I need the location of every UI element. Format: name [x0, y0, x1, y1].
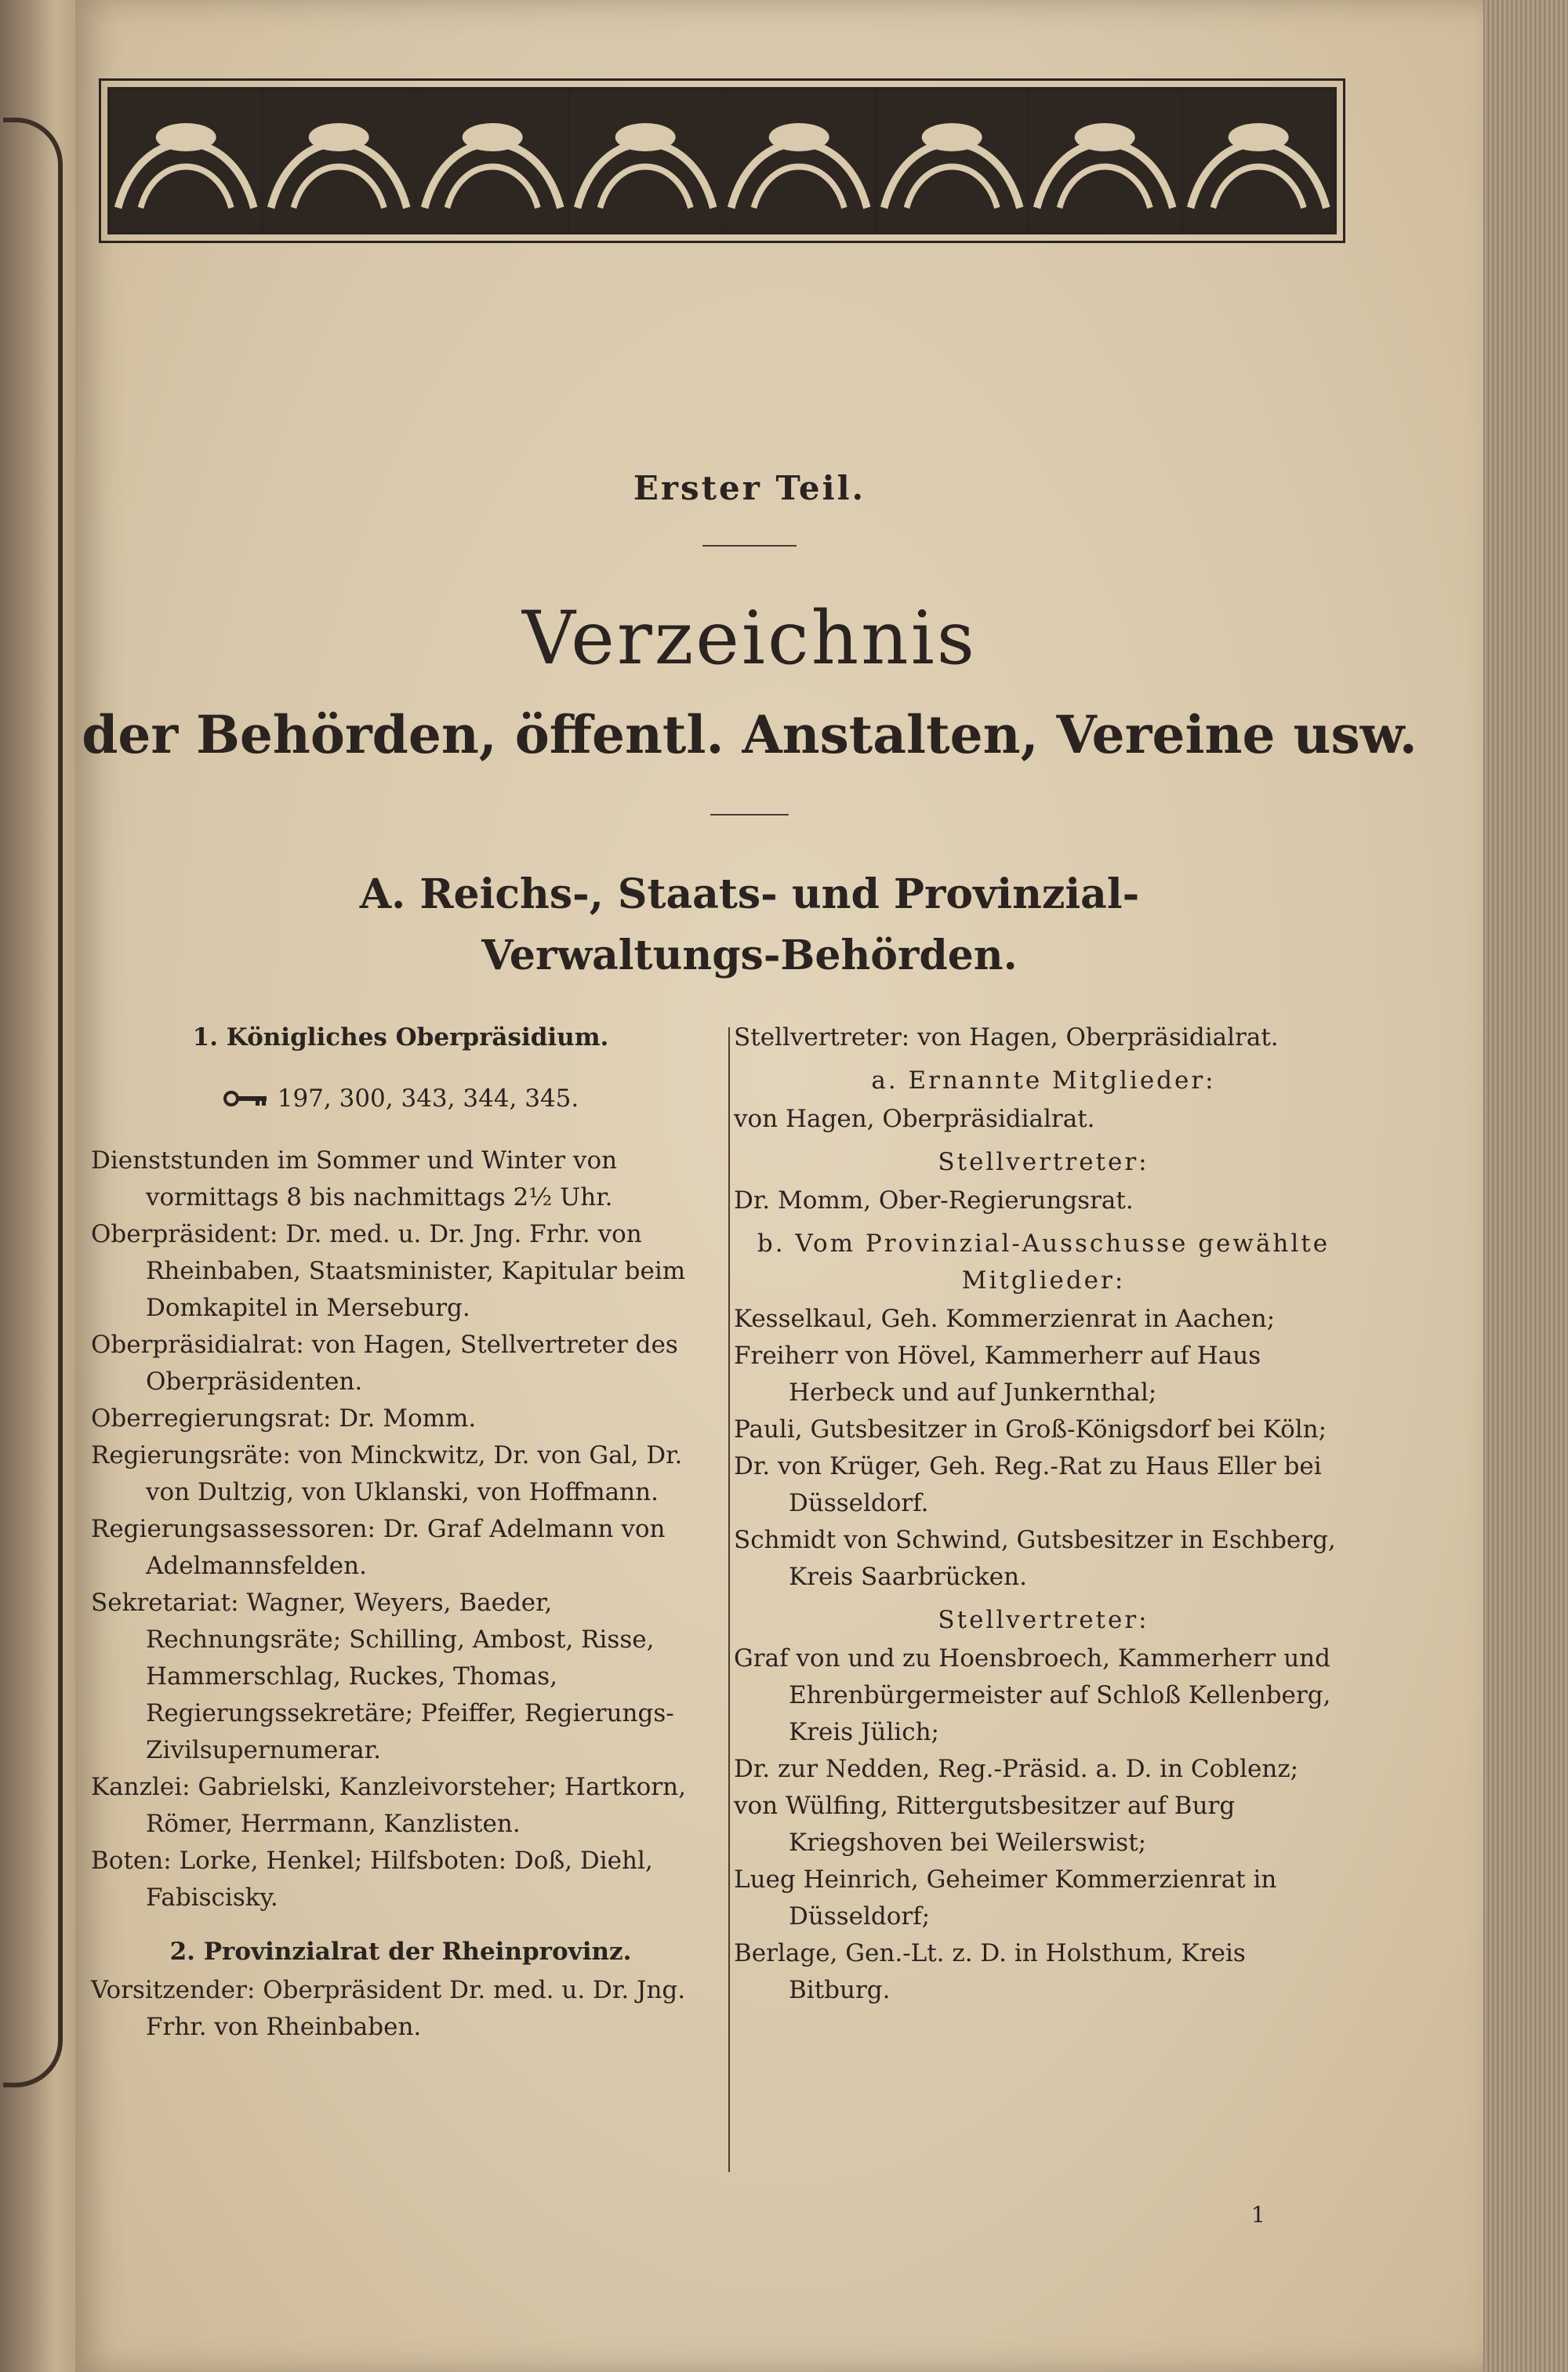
entry-sekretariat: Sekretariat: Wagner, Weyers, Baeder, Rechnungsräte; Schilling, Ambost, Risse, Hammerschlag, Ruckes, Thomas, Regierungssekretäre; Pfeiffer, Regierungs-Zivilsupernumerar.: [91, 1589, 674, 1764]
deputy-entry: Dr. zur Nedden, Reg.-Präsid. a. D. in Coblenz;: [734, 1755, 1299, 1783]
right-column: [734, 1019, 1353, 2009]
ornament-panel: [877, 90, 1029, 231]
ornament-panel: [570, 90, 723, 231]
book-spine-left: [0, 0, 75, 2372]
ornament-panel: [1183, 90, 1334, 231]
member-entry: Pauli, Gutsbesitzer in Groß-Königsdorf bei Köln;: [734, 1415, 1327, 1444]
member-entry: Dr. von Krüger, Geh. Reg.-Rat zu Haus Eller bei Düsseldorf.: [734, 1452, 1322, 1517]
entry-vorsitzender: Vorsitzender: Oberpräsident Dr. med. u. Dr. Jng. Frhr. von Rheinbaben.: [91, 1976, 686, 2041]
divider-rule: [710, 814, 789, 815]
section-title-line2: Verwaltungs-Behörden.: [481, 932, 1018, 979]
entry-oberpraesident: Oberpräsident: Dr. med. u. Dr. Jng. Frhr. von Rheinbaben, Staatsminister, Kapitular beim Domkapitel in Merseburg.: [91, 1220, 686, 1322]
header-ornament: [99, 78, 1345, 243]
entry-stellvertreter-intro: Stellvertreter: von Hagen, Oberpräsidialrat.: [734, 1023, 1279, 1052]
entry-kanzlei: Kanzlei: Gabrielski, Kanzleivorsteher; Hartkorn, Römer, Herrmann, Kanzlisten.: [91, 1773, 686, 1838]
subtitle: der Behörden, öffentl. Anstalten, Vereine usw.: [82, 704, 1417, 765]
phone-line: [91, 1081, 710, 1118]
page-number: 1: [1251, 2202, 1265, 2228]
entry-regierungsraete: Regierungsräte: von Minckwitz, Dr. von Gal, Dr. von Dultzig, von Uklanski, von Hoffmann.: [91, 1441, 683, 1506]
ornament-panel: [724, 90, 877, 231]
column-divider: [728, 1027, 730, 2172]
sub-b-heading: b. Vom Provinzial-Ausschusse gewählte Mitglieder:: [757, 1230, 1330, 1295]
document-page: [75, 0, 1483, 2372]
ornament-panel: [263, 90, 416, 231]
subsection-heading-2: 2. Provinzialrat der Rheinprovinz.: [169, 1938, 632, 1966]
divider-rule: [702, 545, 797, 547]
entry-office-hours: Dienststunden im Sommer und Winter von vormittags 8 bis nachmittags 2½ Uhr.: [91, 1146, 618, 1211]
entry-ernannt: von Hagen, Oberpräsidialrat.: [734, 1105, 1095, 1133]
ornamental-curl: [3, 118, 63, 2087]
entry-oberregierungsrat: Oberregierungsrat: Dr. Momm.: [91, 1404, 477, 1433]
entry-regierungsassessoren: Regierungsassessoren: Dr. Graf Adelmann von Adelmannsfelden.: [91, 1515, 666, 1580]
stellvertreter-label-2: Stellvertreter:: [938, 1606, 1149, 1634]
deputy-entry: Berlage, Gen.-Lt. z. D. in Holsthum, Kreis Bitburg.: [734, 1939, 1246, 2004]
member-entry: Kesselkaul, Geh. Kommerzienrat in Aachen;: [734, 1305, 1276, 1333]
ornament-panel: [417, 90, 570, 231]
entry-boten: Boten: Lorke, Henkel; Hilfsboten: Doß, Diehl, Fabiscisky.: [91, 1847, 653, 1912]
deputy-entry: von Wülfing, Rittergutsbesitzer auf Burg Kriegshoven bei Weilerswist;: [734, 1792, 1236, 1857]
subsection-heading: 1. Königliches Oberpräsidium.: [192, 1023, 609, 1052]
entry-ernannt-deputy: Dr. Momm, Ober-Regierungsrat.: [734, 1186, 1134, 1215]
part-title: Erster Teil.: [633, 469, 866, 507]
ornament-panel: [111, 90, 263, 231]
member-entry: Schmidt von Schwind, Gutsbesitzer in Eschberg, Kreis Saarbrücken.: [734, 1526, 1336, 1591]
deputy-entry: Graf von und zu Hoensbroech, Kammerherr und Ehrenbürgermeister auf Schloß Kellenberg, Kreis Jülich;: [734, 1644, 1331, 1746]
stellvertreter-label: Stellvertreter:: [938, 1148, 1149, 1176]
telephone-key-icon: [223, 1081, 270, 1118]
ornament-panel: [1029, 90, 1182, 231]
left-column: [91, 1019, 710, 2046]
main-title: Verzeichnis: [521, 596, 978, 681]
member-entry: Freiherr von Hövel, Kammerherr auf Haus Herbeck und auf Junkernthal;: [734, 1342, 1261, 1407]
section-title-line1: A. Reichs-, Staats- und Provinzial-: [359, 870, 1140, 918]
deputy-entry: Lueg Heinrich, Geheimer Kommerzienrat in Düsseldorf;: [734, 1865, 1277, 1931]
sub-a-heading: a. Ernannte Mitglieder:: [871, 1066, 1216, 1095]
page-edges-right: [1483, 0, 1568, 2372]
phone-numbers: 197, 300, 343, 344, 345.: [277, 1084, 579, 1113]
entry-oberpraesidialrat: Oberpräsidialrat: von Hagen, Stellvertreter des Oberpräsidenten.: [91, 1331, 678, 1396]
